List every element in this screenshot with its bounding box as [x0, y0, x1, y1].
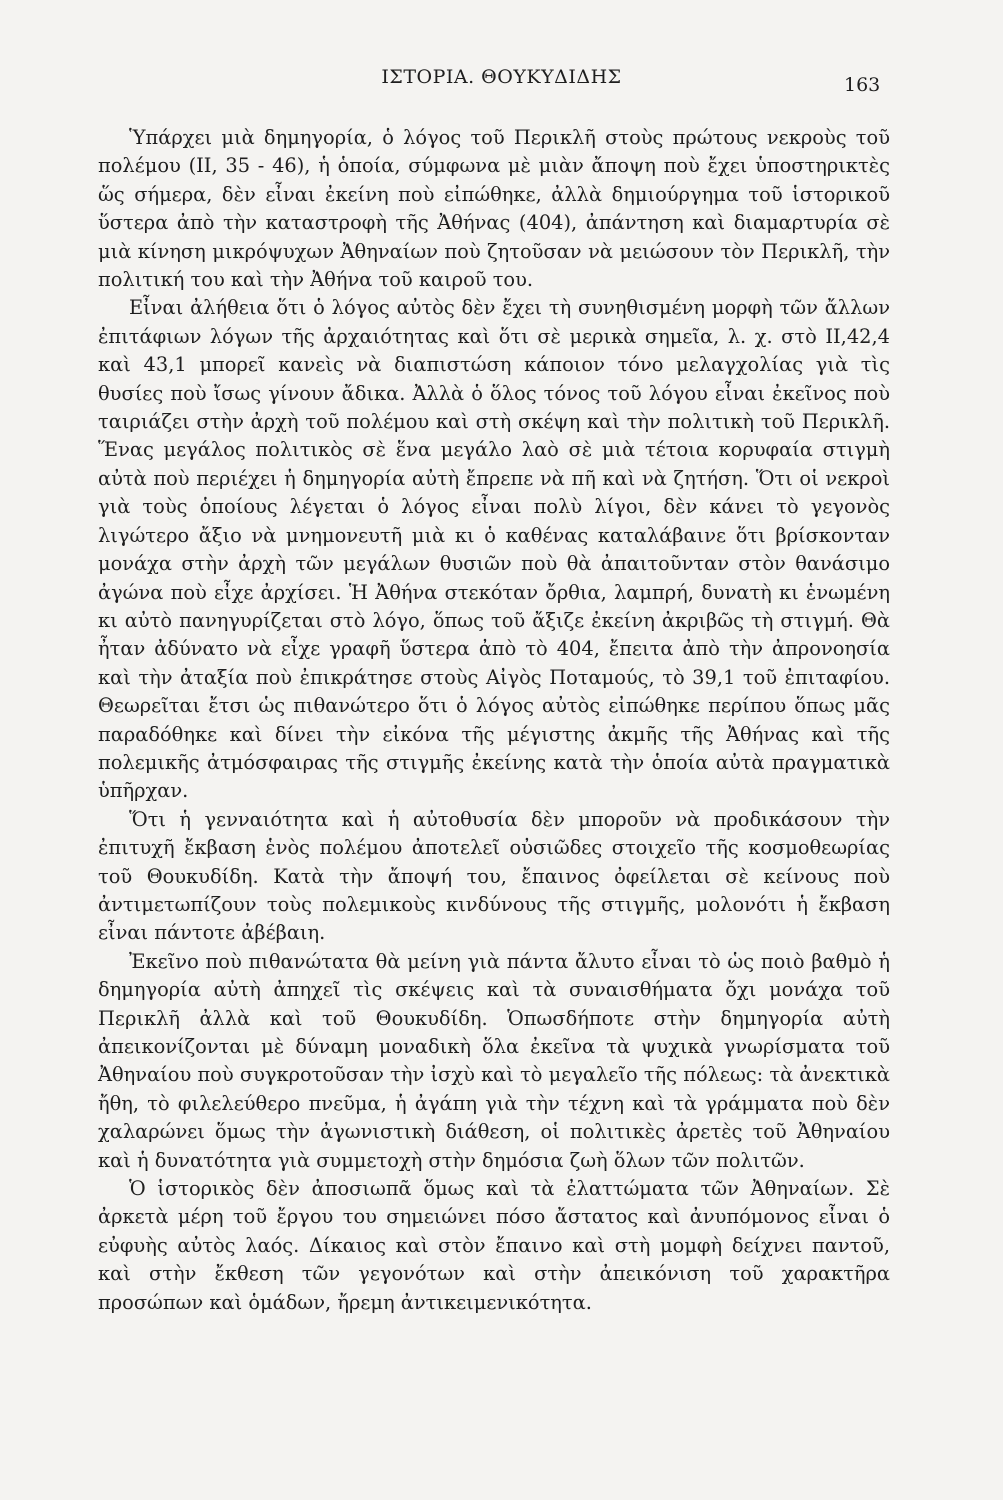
page-number: 163 [844, 74, 881, 96]
paragraph: Ὁ ἱστορικὸς δὲν ἀποσιωπᾶ ὅμως καὶ τὰ ἐλαττώματα τῶν Ἀθηναίων. Σὲ ἀρκετὰ μέρη τοῦ ἔργου του σημειώνει πόσο ἄστατος καὶ ἀνυπόμονος εἶναι ὁ εὐφυὴς αὐτὸς λαός. Δίκαιος καὶ στὸν ἔπαινο καὶ στὴ μομφὴ δείχνει παντοῦ, καὶ στὴν ἔκθεση τῶν γεγονότων καὶ στὴν ἀπεικόνιση τοῦ χαρακτῆρα προσώπων καὶ ὁμάδων, ἤρεμη ἀντικειμενικότητα. [98, 1177, 890, 1314]
body-text [98, 124, 890, 1317]
paragraph: Ὅτι ἡ γενναιότητα καὶ ἡ αὐτοθυσία δὲν μποροῦν νὰ προδικάσουν τὴν ἐπιτυχῆ ἔκβαση ἑνὸς πολέμου ἀποτελεῖ οὐσιῶδες στοιχεῖο τῆς κοσμοθεωρίας τοῦ Θουκυδίδη. Κατὰ τὴν ἄποψή του, ἔπαινος ὀφείλεται σὲ κείνους ποὺ ἀντιμετωπίζουν τοὺς πολεμικοὺς κινδύνους τῆς στιγμῆς, μολονότι ἡ ἔκβαση εἶναι πάντοτε ἀβέβαιη. [98, 807, 890, 945]
running-title: ΙΣΤΟΡΙΑ. ΘΟΥΚΥΔΙΔΗΣ [381, 66, 622, 88]
paragraph: Εἶναι ἀλήθεια ὅτι ὁ λόγος αὐτὸς δὲν ἔχει τὴ συνηθισμένη μορφὴ τῶν ἄλλων ἐπιτάφιων λόγων τῆς ἀρχαιότητας καὶ ὅτι σὲ μερικὰ σημεῖα, λ. χ. στὸ ΙΙ,42,4 καὶ 43,1 μπορεῖ κανεὶς νὰ διαπιστώση κάποιον τόνο μελαγχολίας γιὰ τὶς θυσίες ποὺ ἴσως γίνουν ἄδικα. Ἀλλὰ ὁ ὅλος τόνος τοῦ λόγου εἶναι ἐκεῖνος ποὺ ταιριάζει στὴν ἀρχὴ τοῦ πολέμου καὶ στὴ σκέψη καὶ τὴν πολιτικὴ τοῦ Περικλῆ. Ἕνας μεγάλος πολιτικὸς σὲ ἕνα μεγάλο λαὸ σὲ μιὰ τέτοια κορυφαία στιγμὴ αὐτὰ ποὺ περιέχει ἡ δημηγορία αὐτὴ ἔπρεπε νὰ πῆ καὶ νὰ ζητήση. Ὅτι οἱ νεκροὶ γιὰ τοὺς ὁποίους λέγεται ὁ λόγος εἶναι πολὺ λίγοι, δὲν κάνει τὸ γεγονὸς λιγώτερο ἄξιο νὰ μνημονευτῆ μιὰ κι ὁ καθένας καταλάβαινε ὅτι βρίσκονταν μονάχα στὴν ἀρχὴ τῶν μεγάλων θυσιῶν ποὺ θὰ ἀπαιτοῦνταν στὸν θανάσιμο ἀγώνα ποὺ εἶχε ἀρχίσει. Ἡ Ἀθήνα στεκόταν ὄρθια, λαμπρή, δυνατὴ κι ἑνωμένη κι αὐτὸ πανηγυρίζεται στὸ λόγο, ὅπως τοῦ ἄξιζε ἐκείνη ἀκριβῶς τὴ στιγμή. Θὰ ἦταν ἀδύνατο νὰ εἶχε γραφῆ ὕστερα ἀπὸ τὸ 404, ἔπειτα ἀπὸ τὴν ἀπρονοησία καὶ τὴν ἀταξία ποὺ ἐπικράτησε στοὺς Αἰγὸς Ποταμούς, τὸ 39,1 τοῦ ἐπιταφίου. Θεωρεῖται ἔτσι ὡς πιθανώτερο ὅτι ὁ λόγος αὐτὸς εἰπώθηκε περίπου ὅπως μᾶς παραδόθηκε καὶ δίνει τὴν εἰκόνα τῆς μέγιστης ἀκμῆς τῆς Ἀθήνας καὶ τῆς πολεμικῆς ἀτμόσφαιρας τῆς στιγμῆς ἐκείνης κατὰ τὴν ὁποία αὐτὰ πραγματικὰ ὑπῆρχαν. [98, 296, 890, 803]
paragraph: Ἐκεῖνο ποὺ πιθανώτατα θὰ μείνη γιὰ πάντα ἄλυτο εἶναι τὸ ὡς ποιὸ βαθμὸ ἡ δημηγορία αὐτὴ ἀπηχεῖ τὶς σκέψεις καὶ τὰ συναισθήματα ὄχι μονάχα τοῦ Περικλῆ ἀλλὰ καὶ τοῦ Θουκυδίδη. Ὁπωσδήποτε στὴν δημηγορία αὐτὴ ἀπεικονίζονται μὲ δύναμη μοναδικὴ ὅλα ἐκεῖνα τὰ ψυχικὰ γνωρίσματα τοῦ Ἀθηναίου ποὺ συγκροτοῦσαν τὴν ἰσχὺ καὶ τὸ μεγαλεῖο τῆς πόλεως: τὰ ἀνεκτικὰ ἤθη, τὸ φιλελεύθερο πνεῦμα, ἡ ἀγάπη γιὰ τὴν τέχνη καὶ τὰ γράμματα ποὺ δὲν χαλαρώνει ὅμως τὴν ἀγωνιστικὴ διάθεση, οἱ πολιτικὲς ἀρετὲς τοῦ Ἀθηναίου καὶ ἡ δυνατότητα γιὰ συμμετοχὴ στὴν δημόσια ζωὴ ὅλων τῶν πολιτῶν. [98, 949, 890, 1172]
paragraph: Ὑπάρχει μιὰ δημηγορία, ὁ λόγος τοῦ Περικλῆ στοὺς πρώτους νεκροὺς τοῦ πολέμου (ΙΙ, 35 - 46), ἡ ὁποία, σύμφωνα μὲ μιὰν ἄποψη ποὺ ἔχει ὑποστηρικτὲς ὥς σήμερα, δὲν εἶναι ἐκείνη ποὺ εἰπώθηκε, ἀλλὰ δημιούργημα τοῦ ἱστορικοῦ ὕστερα ἀπὸ τὴν καταστροφὴ τῆς Ἀθήνας (404), ἀπάντηση καὶ διαμαρτυρία σὲ μιὰ κίνηση μικρόψυχων Ἀθηναίων ποὺ ζητοῦσαν νὰ μειώσουν τὸν Περικλῆ, τὴν πολιτική του καὶ τὴν Ἀθήνα τοῦ καιροῦ του. [98, 126, 890, 292]
